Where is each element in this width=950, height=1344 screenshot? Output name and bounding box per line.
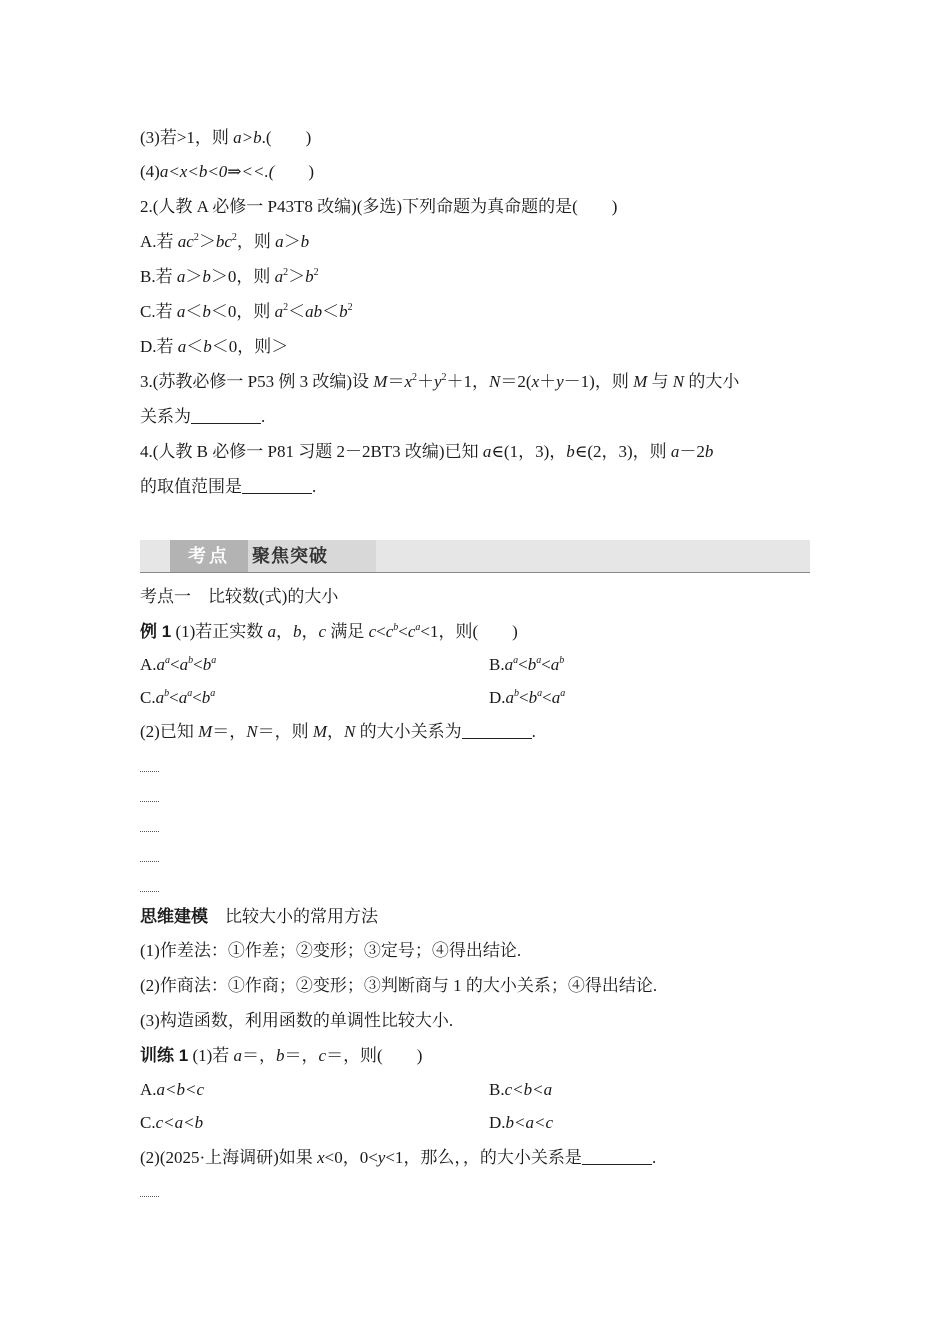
q1-item-4: (4)a<x<b<0⇒<<.( )	[140, 162, 315, 181]
training-1-option-c: C.c<a<b	[140, 1113, 204, 1132]
section-title: 聚焦突破	[252, 546, 328, 566]
answer-line[interactable]	[140, 831, 159, 832]
q4-line-1: 4.(人教 B 必修一 P81 习题 2－2BT3 改编)已知 a∈(1，3)，b∈(2，3)，则 a－2b	[140, 442, 714, 461]
q3-line-2: 关系为 .	[140, 407, 266, 426]
example-1-option-c: $C.a^b<a^a<b^a$	[140, 688, 216, 707]
q2-option-d: D.若 a＜b＜0，则＞	[140, 337, 289, 356]
topic-heading: 考点一 比较数(式)的大小	[140, 587, 339, 606]
training-1-option-d: D.b<a<c	[489, 1113, 554, 1132]
answer-line[interactable]	[140, 861, 159, 862]
thinking-model-heading: 思维建模 比较大小的常用方法	[140, 907, 378, 926]
section-label: 考点	[170, 540, 248, 572]
training-1-part-2: (2)(2025·上海调研)如果 x<0，0<y<1，那么，，的大小关系是 .	[140, 1148, 657, 1167]
thinking-item-2: (2)作商法：①作商；②变形；③判断商与 1 的大小关系；④得出结论.	[140, 976, 658, 995]
example-1-part-2: (2)已知 M＝，N＝，则 M，N 的大小关系为 .	[140, 722, 536, 741]
thinking-item-3: (3)构造函数，利用函数的单调性比较大小.	[140, 1011, 454, 1030]
q2-option-c: C.若 a＜b＜0，则 $a^2<ab<b^2$	[140, 302, 353, 321]
answer-blank[interactable]	[242, 477, 312, 494]
answer-line[interactable]	[140, 1196, 159, 1197]
answer-line[interactable]	[140, 771, 159, 772]
answer-line[interactable]	[140, 891, 159, 892]
answer-blank[interactable]	[191, 407, 261, 424]
example-1-option-d: $D.a^b<b^a<a^a$	[489, 688, 566, 707]
q2-option-a: A.若 $ac^2>bc^2$，则 a＞b	[140, 232, 310, 251]
thinking-item-1: (1)作差法：①作差；②变形；③定号；④得出结论.	[140, 941, 522, 960]
answer-line[interactable]	[140, 801, 159, 802]
q2-stem: 2.(人教 A 必修一 P43T8 改编)(多选)下列命题为真命题的是( )	[140, 197, 618, 216]
answer-blank[interactable]	[462, 722, 532, 739]
example-1-option-b: $B.a^a<b^a<a^b$	[489, 655, 565, 674]
q3-line-1: 3.(苏教必修一 P53 例 3 改编)设 $M=x^2+y^2+1$，N＝2(x＋y－1)，则 M 与 N 的大小	[140, 372, 740, 391]
q2-option-b: B.若 a＞b＞0，则 $a^2>b^2$	[140, 267, 319, 286]
example-1-option-a: $A.a^a<a^b<b^a$	[140, 655, 217, 674]
training-1-option-a: A.a<b<c	[140, 1080, 205, 1099]
q1-item-3: (3)若>1，则 a>b.( )	[140, 128, 312, 147]
q4-line-2: 的取值范围是 .	[140, 477, 317, 496]
example-1-part-1: 例 1 (1)若正实数 a，b，c 满足 $c<c^b<c^a<1$，则( )	[140, 622, 518, 641]
answer-blank[interactable]	[582, 1148, 652, 1165]
training-1-part-1: 训练 1 (1)若 a＝，b＝，c＝，则( )	[140, 1046, 423, 1065]
section-banner	[140, 540, 810, 574]
training-1-option-b: B.c<b<a	[489, 1080, 553, 1099]
